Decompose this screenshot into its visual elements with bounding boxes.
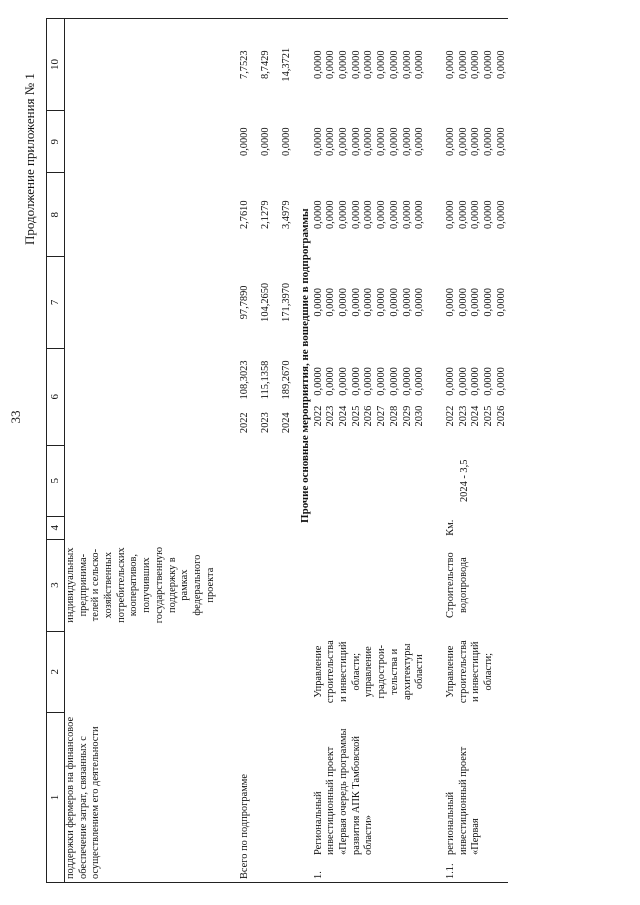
total-value: 2,1279 <box>259 200 271 230</box>
value-list: 0,0000 0,0000 0,0000 0,0000 0,0000 0,0000 0,0000 0,0000 0,0000 <box>313 19 427 111</box>
total-value: 189,2670 <box>280 360 292 400</box>
column-header-row <box>47 19 65 883</box>
indicator-name: Строительство водопровода <box>444 552 469 618</box>
total-label: Всего по подпрограмме <box>217 712 293 882</box>
total-year: 2024 <box>280 412 292 434</box>
column-header: 6 <box>47 348 65 445</box>
column-header: 10 <box>47 19 65 111</box>
section-title: Прочие основные мероприятия, не вошедшие в подпрограммы <box>293 19 312 713</box>
continuation-title: Продолжение приложения № 1 <box>22 73 37 245</box>
total-value: 171,3970 <box>280 282 292 322</box>
value-list: 0,0000 0,0000 0,0000 0,0000 0,0000 0,0000 0,0000 0,0000 0,0000 <box>312 367 426 396</box>
item-number: 1. <box>312 871 324 879</box>
total-value: 108,3023 <box>239 360 251 400</box>
table-row <box>313 19 427 883</box>
section-row <box>293 19 312 883</box>
total-value: 8,7429 <box>252 19 273 111</box>
value-list: 0,0000 0,0000 0,0000 0,0000 0,0000 <box>444 200 507 230</box>
column-header: 7 <box>47 256 65 348</box>
program-table <box>46 18 508 883</box>
table-row <box>217 19 252 883</box>
column-header: 1 <box>47 712 65 882</box>
table-row <box>65 19 218 883</box>
total-value: 97,7890 <box>239 285 251 320</box>
column-header: 3 <box>47 539 65 631</box>
column-header: 5 <box>47 445 65 516</box>
value-list: 0,0000 0,0000 0,0000 0,0000 0,0000 0,0000 0,0000 0,0000 0,0000 <box>312 288 426 317</box>
value-list: 0,0000 0,0000 0,0000 0,0000 0,0000 0,0000 0,0000 0,0000 0,0000 <box>312 200 426 230</box>
total-value: 0,0000 <box>280 127 292 156</box>
total-value: 0,0000 <box>239 127 251 156</box>
column-header: 9 <box>47 110 65 173</box>
target-value: 2024 - 3,5 <box>458 459 470 503</box>
measure-name: региональный инвестиционный проект «Первая <box>444 746 482 855</box>
total-value: 14,3721 <box>273 19 294 111</box>
total-year: 2022 <box>239 412 251 434</box>
executor: Управление строительства и инвестиций области; управление градострои- тельства и архитектуры области <box>312 640 426 704</box>
total-value: 7,7523 <box>217 19 252 111</box>
value-list: 0,0000 0,0000 0,0000 0,0000 0,0000 <box>427 19 508 111</box>
item-number: 1.1. <box>444 863 456 879</box>
value-list: 0,0000 0,0000 0,0000 0,0000 0,0000 0,0000 0,0000 0,0000 0,0000 <box>312 127 426 156</box>
years-list: 2022 2023 2024 2025 2026 <box>444 405 507 427</box>
column-header: 2 <box>47 631 65 712</box>
total-value: 115,1358 <box>259 360 271 400</box>
executor: Управление строительства и инвестиций области; <box>444 640 494 704</box>
total-year: 2023 <box>259 412 271 433</box>
value-list: 0,0000 0,0000 0,0000 0,0000 0,0000 <box>444 367 507 396</box>
continued-measure-name: поддержки фермеров на финансовое обеспечение затрат, связанных с осуществлением его деятельности <box>65 712 218 882</box>
total-value: 2,7610 <box>239 200 251 230</box>
unit: Км. <box>444 519 456 536</box>
page-number: 33 <box>8 410 23 424</box>
measure-name: Региональный инвестиционный проект «Первая очередь программы развития АПК Тамбовской области» <box>312 728 375 855</box>
continued-indicator: индивидуальных предпринима- телей и сельско- хозяйственных потребительских кооперативов, получивших государственную поддержку в рамках федерального проекта <box>65 547 216 624</box>
years-list: 2022 2023 2024 2025 2026 2027 2028 2029 2030 <box>312 405 426 427</box>
table-row <box>427 19 508 883</box>
value-list: 0,0000 0,0000 0,0000 0,0000 0,0000 <box>444 288 507 317</box>
total-value: 0,0000 <box>259 127 271 156</box>
column-header: 8 <box>47 173 65 256</box>
total-value: 104,2650 <box>259 282 271 322</box>
value-list: 0,0000 0,0000 0,0000 0,0000 0,0000 <box>444 127 507 156</box>
column-header: 4 <box>47 516 65 539</box>
total-value: 3,4979 <box>280 200 292 230</box>
